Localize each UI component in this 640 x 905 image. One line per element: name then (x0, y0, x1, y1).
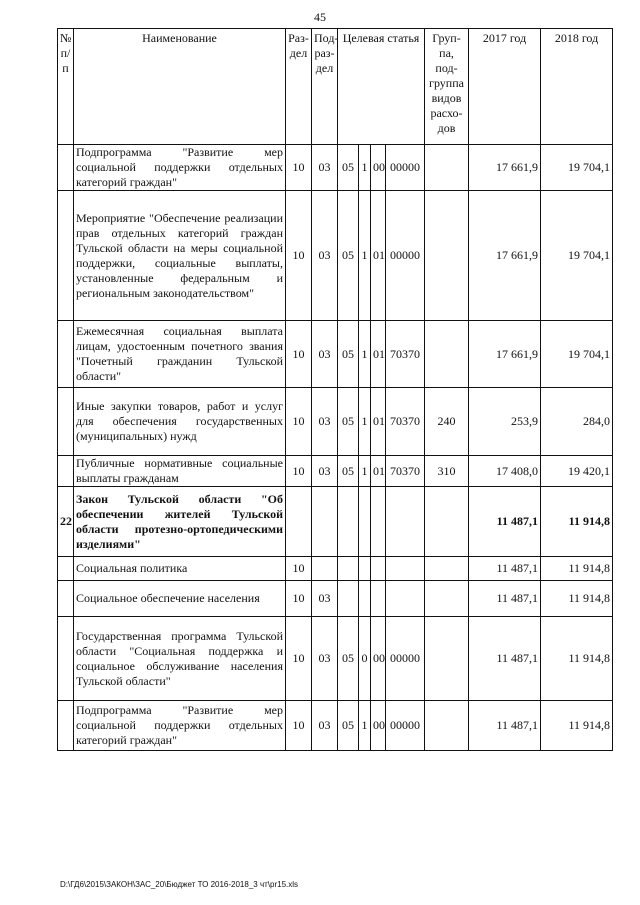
row-number (58, 191, 74, 321)
row-target-event-code: 01 (371, 321, 386, 388)
row-number (58, 145, 74, 191)
row-expense-group-code (425, 487, 469, 557)
row-expense-group-code (425, 191, 469, 321)
row-subsection-code: 03 (312, 456, 338, 487)
row-amount-2018: 11 914,8 (541, 617, 613, 701)
row-section-code: 10 (286, 321, 312, 388)
table-row (58, 321, 613, 388)
row-amount-2018: 11 914,8 (541, 581, 613, 617)
row-amount-2017: 11 487,1 (469, 617, 541, 701)
row-target-program-code: 05 (338, 145, 359, 191)
header-2017: 2017 год (469, 29, 541, 145)
row-target-direction-code: 70370 (386, 456, 425, 487)
row-target-program-code (338, 581, 359, 617)
row-target-direction-code: 70370 (386, 388, 425, 456)
row-amount-2017: 17 408,0 (469, 456, 541, 487)
row-subsection-code (312, 487, 338, 557)
row-name: Ежемесячная социальная выплата лицам, удостоенным почетного звания "Почетный гражданин Тульской области" (74, 321, 286, 388)
row-target-subprogram-code (359, 581, 371, 617)
budget-table (57, 28, 613, 751)
row-amount-2018: 19 704,1 (541, 145, 613, 191)
row-amount-2017: 17 661,9 (469, 321, 541, 388)
row-target-direction-code: 00000 (386, 191, 425, 321)
row-target-program-code: 05 (338, 321, 359, 388)
row-section-code: 10 (286, 581, 312, 617)
row-target-direction-code: 70370 (386, 321, 425, 388)
file-path-footer: D:\ГД6\2015\ЗАКОН\ЗАС_20\Бюджет ТО 2016-2018_3 чт\pr15.xls (60, 880, 299, 889)
header-expense-group: Груп-па, под-группа видов расхо-дов (425, 29, 469, 145)
row-section-code (286, 487, 312, 557)
row-number: 22 (58, 487, 74, 557)
row-name: Закон Тульской области "Об обеспечении жителей Тульской области протезно-ортопедическими изделиями" (74, 487, 286, 557)
row-number (58, 388, 74, 456)
row-amount-2018: 284,0 (541, 388, 613, 456)
row-number (58, 701, 74, 751)
row-section-code: 10 (286, 145, 312, 191)
row-target-subprogram-code: 1 (359, 191, 371, 321)
row-target-event-code (371, 581, 386, 617)
row-subsection-code: 03 (312, 701, 338, 751)
row-target-program-code: 05 (338, 191, 359, 321)
row-section-code: 10 (286, 701, 312, 751)
header-target-article: Целевая статья (338, 29, 425, 145)
row-target-direction-code: 00000 (386, 701, 425, 751)
header-subsection: Под-раз-дел (312, 29, 338, 145)
row-target-event-code: 01 (371, 191, 386, 321)
row-target-subprogram-code: 1 (359, 701, 371, 751)
row-target-subprogram-code: 1 (359, 145, 371, 191)
row-number (58, 321, 74, 388)
row-subsection-code: 03 (312, 191, 338, 321)
row-target-direction-code (386, 487, 425, 557)
row-amount-2018: 11 914,8 (541, 701, 613, 751)
row-subsection-code: 03 (312, 581, 338, 617)
row-expense-group-code (425, 617, 469, 701)
row-name: Социальная политика (74, 557, 286, 581)
table-body (58, 145, 613, 751)
row-expense-group-code (425, 321, 469, 388)
row-amount-2018: 11 914,8 (541, 557, 613, 581)
row-name: Публичные нормативные социальные выплаты гражданам (74, 456, 286, 487)
row-subsection-code: 03 (312, 321, 338, 388)
table-row (58, 557, 613, 581)
row-target-program-code (338, 487, 359, 557)
header-row (58, 29, 613, 145)
row-target-program-code: 05 (338, 456, 359, 487)
row-name: Социальное обеспечение населения (74, 581, 286, 617)
row-subsection-code (312, 557, 338, 581)
row-subsection-code: 03 (312, 145, 338, 191)
row-amount-2017: 11 487,1 (469, 557, 541, 581)
row-number (58, 557, 74, 581)
header-name: Наименование (74, 29, 286, 145)
table-row (58, 617, 613, 701)
row-expense-group-code (425, 581, 469, 617)
row-amount-2017: 253,9 (469, 388, 541, 456)
row-target-subprogram-code: 1 (359, 388, 371, 456)
row-subsection-code: 03 (312, 617, 338, 701)
table-row (58, 456, 613, 487)
row-name: Подпрограмма "Развитие мер социальной поддержки отдельных категорий граждан" (74, 701, 286, 751)
row-amount-2018: 19 704,1 (541, 321, 613, 388)
row-amount-2018: 19 420,1 (541, 456, 613, 487)
header-no: № п/п (58, 29, 74, 145)
row-section-code: 10 (286, 617, 312, 701)
row-target-program-code: 05 (338, 388, 359, 456)
table-row (58, 388, 613, 456)
row-target-subprogram-code: 0 (359, 617, 371, 701)
row-section-code: 10 (286, 557, 312, 581)
row-amount-2017: 11 487,1 (469, 581, 541, 617)
header-2018: 2018 год (541, 29, 613, 145)
table-row (58, 191, 613, 321)
row-section-code: 10 (286, 388, 312, 456)
row-name: Иные закупки товаров, работ и услуг для обеспечения государственных (муниципальных) нужд (74, 388, 286, 456)
table-row (58, 701, 613, 751)
row-target-direction-code: 00000 (386, 617, 425, 701)
row-target-event-code: 01 (371, 456, 386, 487)
row-name: Государственная программа Тульской области "Социальная поддержка и социальное обслуживание населения Тульской области" (74, 617, 286, 701)
row-target-event-code: 00 (371, 145, 386, 191)
row-number (58, 581, 74, 617)
row-amount-2018: 19 704,1 (541, 191, 613, 321)
row-amount-2017: 11 487,1 (469, 487, 541, 557)
header-section: Раз-дел (286, 29, 312, 145)
row-target-subprogram-code: 1 (359, 321, 371, 388)
row-target-subprogram-code: 1 (359, 456, 371, 487)
row-target-event-code: 01 (371, 388, 386, 456)
row-expense-group-code (425, 145, 469, 191)
row-target-direction-code: 00000 (386, 145, 425, 191)
row-number (58, 456, 74, 487)
row-amount-2017: 11 487,1 (469, 701, 541, 751)
row-target-direction-code (386, 581, 425, 617)
row-amount-2017: 17 661,9 (469, 145, 541, 191)
row-target-direction-code (386, 557, 425, 581)
row-subsection-code: 03 (312, 388, 338, 456)
row-target-subprogram-code (359, 557, 371, 581)
row-expense-group-code (425, 557, 469, 581)
page-number: 45 (314, 10, 326, 24)
row-expense-group-code: 310 (425, 456, 469, 487)
row-target-program-code: 05 (338, 617, 359, 701)
row-amount-2018: 11 914,8 (541, 487, 613, 557)
table-row (58, 145, 613, 191)
row-expense-group-code (425, 701, 469, 751)
row-name: Подпрограмма "Развитие мер социальной поддержки отдельных категорий граждан" (74, 145, 286, 191)
row-name: Мероприятие "Обеспечение реализации прав отдельных категорий граждан Тульской области на меры социальной поддержки, социальные выплаты, установленные федеральным и региональным законодательством" (74, 191, 286, 321)
row-target-subprogram-code (359, 487, 371, 557)
row-section-code: 10 (286, 191, 312, 321)
row-expense-group-code: 240 (425, 388, 469, 456)
row-target-event-code (371, 557, 386, 581)
row-target-program-code (338, 557, 359, 581)
table-row (58, 487, 613, 557)
row-number (58, 617, 74, 701)
row-target-event-code: 00 (371, 701, 386, 751)
row-target-program-code: 05 (338, 701, 359, 751)
table-row (58, 581, 613, 617)
row-section-code: 10 (286, 456, 312, 487)
row-target-event-code: 00 (371, 617, 386, 701)
row-target-event-code (371, 487, 386, 557)
row-amount-2017: 17 661,9 (469, 191, 541, 321)
